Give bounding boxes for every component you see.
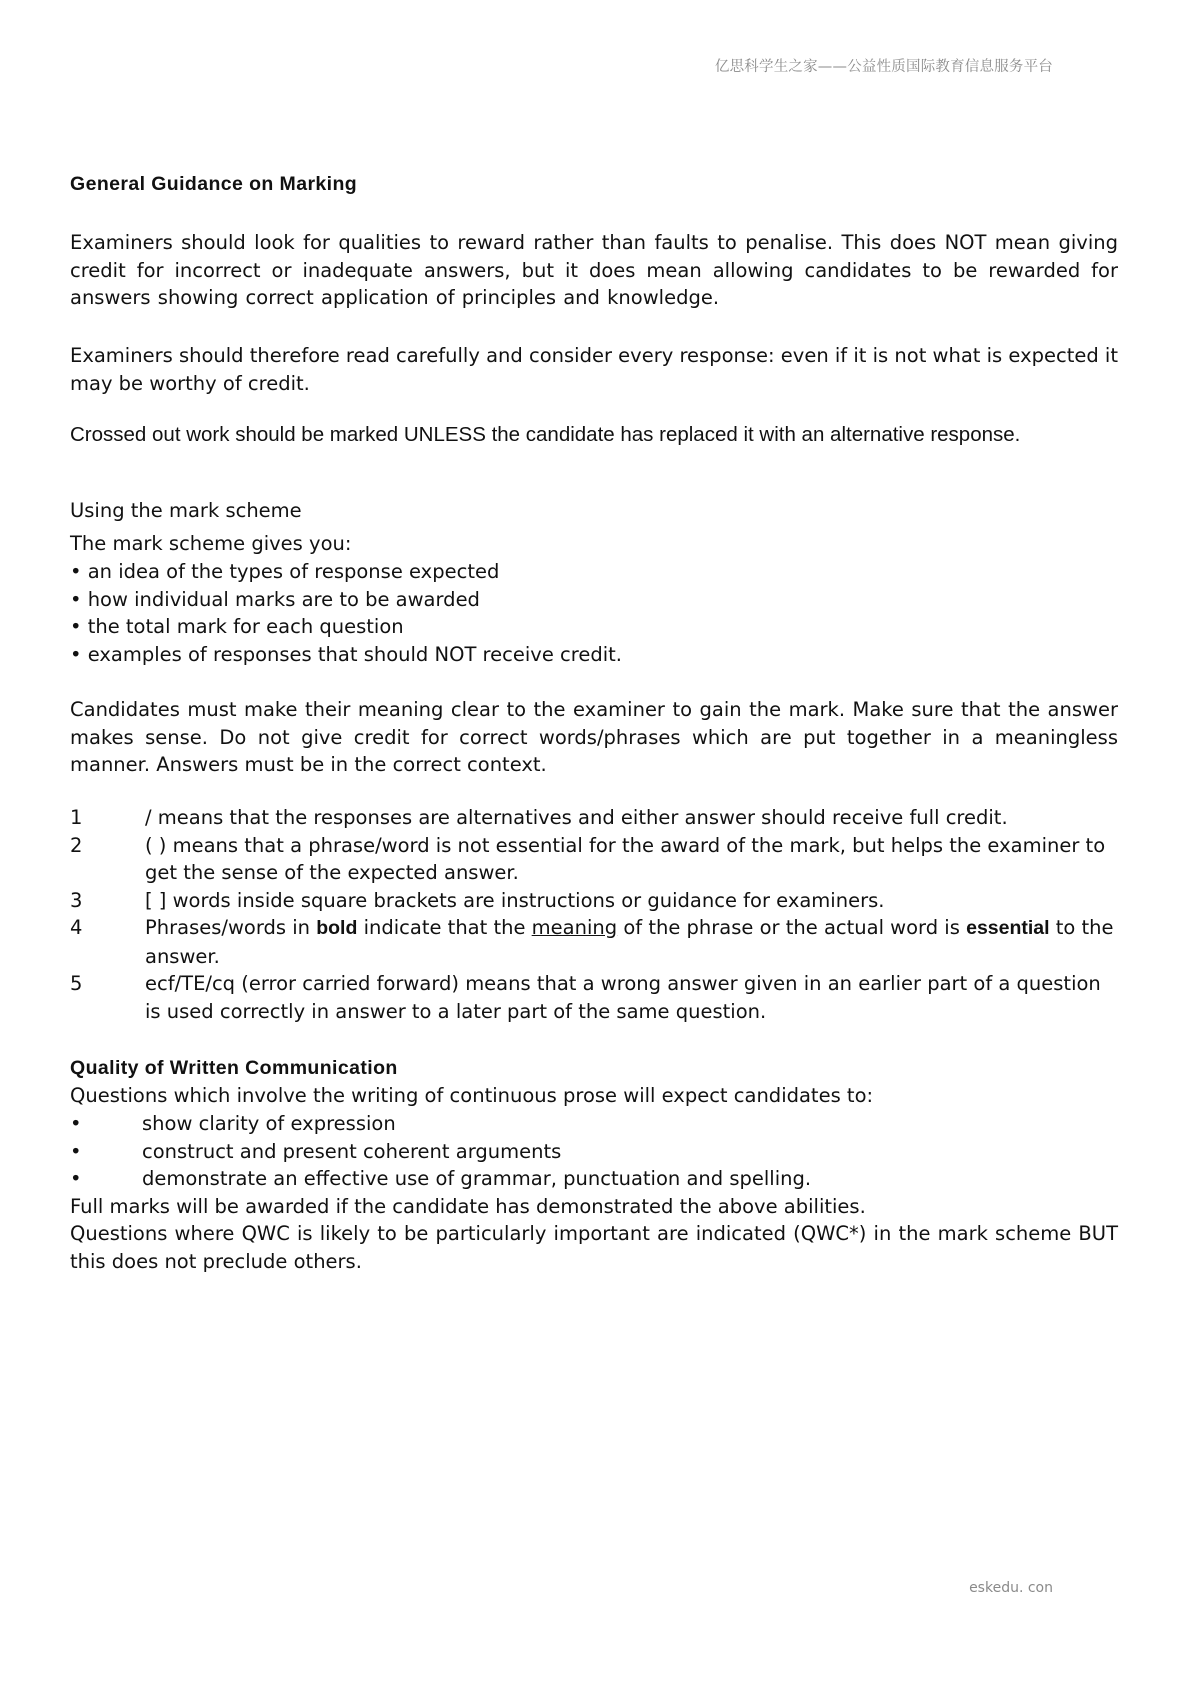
convention-text: / means that the responses are alternatives and either answer should receive full credit. (145, 806, 1008, 829)
paragraph-crossed-out-work: Crossed out work should be marked UNLESS the candidate has replaced it with an alternative response. (70, 423, 1021, 446)
list-item: • the total mark for each question (70, 615, 404, 638)
convention-item (70, 970, 1118, 1025)
bullet-icon: • (70, 1139, 82, 1163)
paragraph-meaning-clear: Candidates must make their meaning clear to the examiner to gain the mark. Make sure that the answer makes sense. Do not give credit for correct words/phrases which are put together in a meaningless manner. Answers must be in the correct context. (70, 698, 1118, 776)
convention-item (70, 832, 1118, 887)
section-title-qwc: Quality of Written Communication (70, 1057, 398, 1079)
convention-number: 4 (70, 916, 83, 939)
list-item (70, 1110, 1118, 1138)
mark-scheme-intro: The mark scheme gives you: (70, 532, 352, 555)
list-item: • examples of responses that should NOT receive credit. (70, 642, 622, 666)
convention-text: ecf/TE/cq (error carried forward) means that a wrong answer given in an earlier part of a question is used correctly in answer to a later part of the same question. (145, 972, 1101, 1023)
convention-text: ( ) means that a phrase/word is not essential for the award of the mark, but helps the examiner to get the sense of the expected answer. (145, 833, 1106, 884)
qwc-note: Questions where QWC is likely to be particularly important are indicated (QWC*) in the mark scheme BUT this does not preclude others. (70, 1222, 1118, 1273)
convention-number: 1 (70, 806, 83, 829)
footer-site: eskedu. con (969, 1580, 1053, 1596)
convention-text: [ ] words inside square brackets are instructions or guidance for examiners. (145, 888, 885, 912)
convention-item (70, 804, 1118, 832)
text-run: to the answer. (145, 916, 1114, 968)
list-item-text: construct and present coherent arguments (142, 1139, 562, 1163)
list-item-text: show clarity of expression (142, 1112, 396, 1135)
qwc-intro: Questions which involve the writing of continuous prose will expect candidates to: (70, 1084, 874, 1107)
convention-number: 2 (70, 833, 83, 857)
text-run: Phrases/words in (145, 916, 317, 939)
text-run: of the phrase or the actual word is (617, 916, 967, 939)
mark-scheme-bullet-list (70, 558, 1118, 668)
list-item-text: demonstrate an effective use of grammar, punctuation and spelling. (142, 1167, 812, 1190)
section-title-general-guidance: General Guidance on Marking (70, 173, 358, 195)
paragraph-read-carefully: Examiners should therefore read carefully and consider every response: even if it is not what is expected it may be worthy of credit. (70, 344, 1118, 395)
convention-number: 5 (70, 972, 83, 995)
text-run: indicate that the (357, 916, 532, 939)
qwc-bullet-list (70, 1110, 1118, 1193)
bullet-icon: • (70, 1112, 82, 1135)
bold-text: essential (966, 917, 1050, 939)
marking-conventions-list (70, 804, 1118, 1025)
paragraph-reward-qualities: Examiners should look for qualities to reward rather than faults to penalise. This does NOT mean giving credit for incorrect or inadequate answers, but it does mean allowing candidates to be rewarded for answers showing correct application of principles and knowledge. (70, 231, 1118, 309)
list-item: • an idea of the types of response expected (70, 560, 500, 583)
list-item (70, 1138, 1118, 1166)
convention-item (70, 914, 1118, 970)
bold-text: bold (316, 917, 358, 939)
underlined-text: meaning (531, 916, 618, 939)
list-item (70, 1165, 1118, 1193)
convention-number: 3 (70, 888, 83, 912)
bullet-icon: • (70, 1167, 82, 1190)
convention-text (145, 916, 1114, 968)
qwc-full-marks: Full marks will be awarded if the candidate has demonstrated the above abilities. (70, 1195, 866, 1218)
list-item: • how individual marks are to be awarded (70, 587, 480, 611)
convention-item (70, 887, 1118, 915)
mark-scheme-heading: Using the mark scheme (70, 499, 302, 522)
header-watermark: 亿思科学生之家——公益性质国际教育信息服务平台 (714, 59, 1053, 75)
